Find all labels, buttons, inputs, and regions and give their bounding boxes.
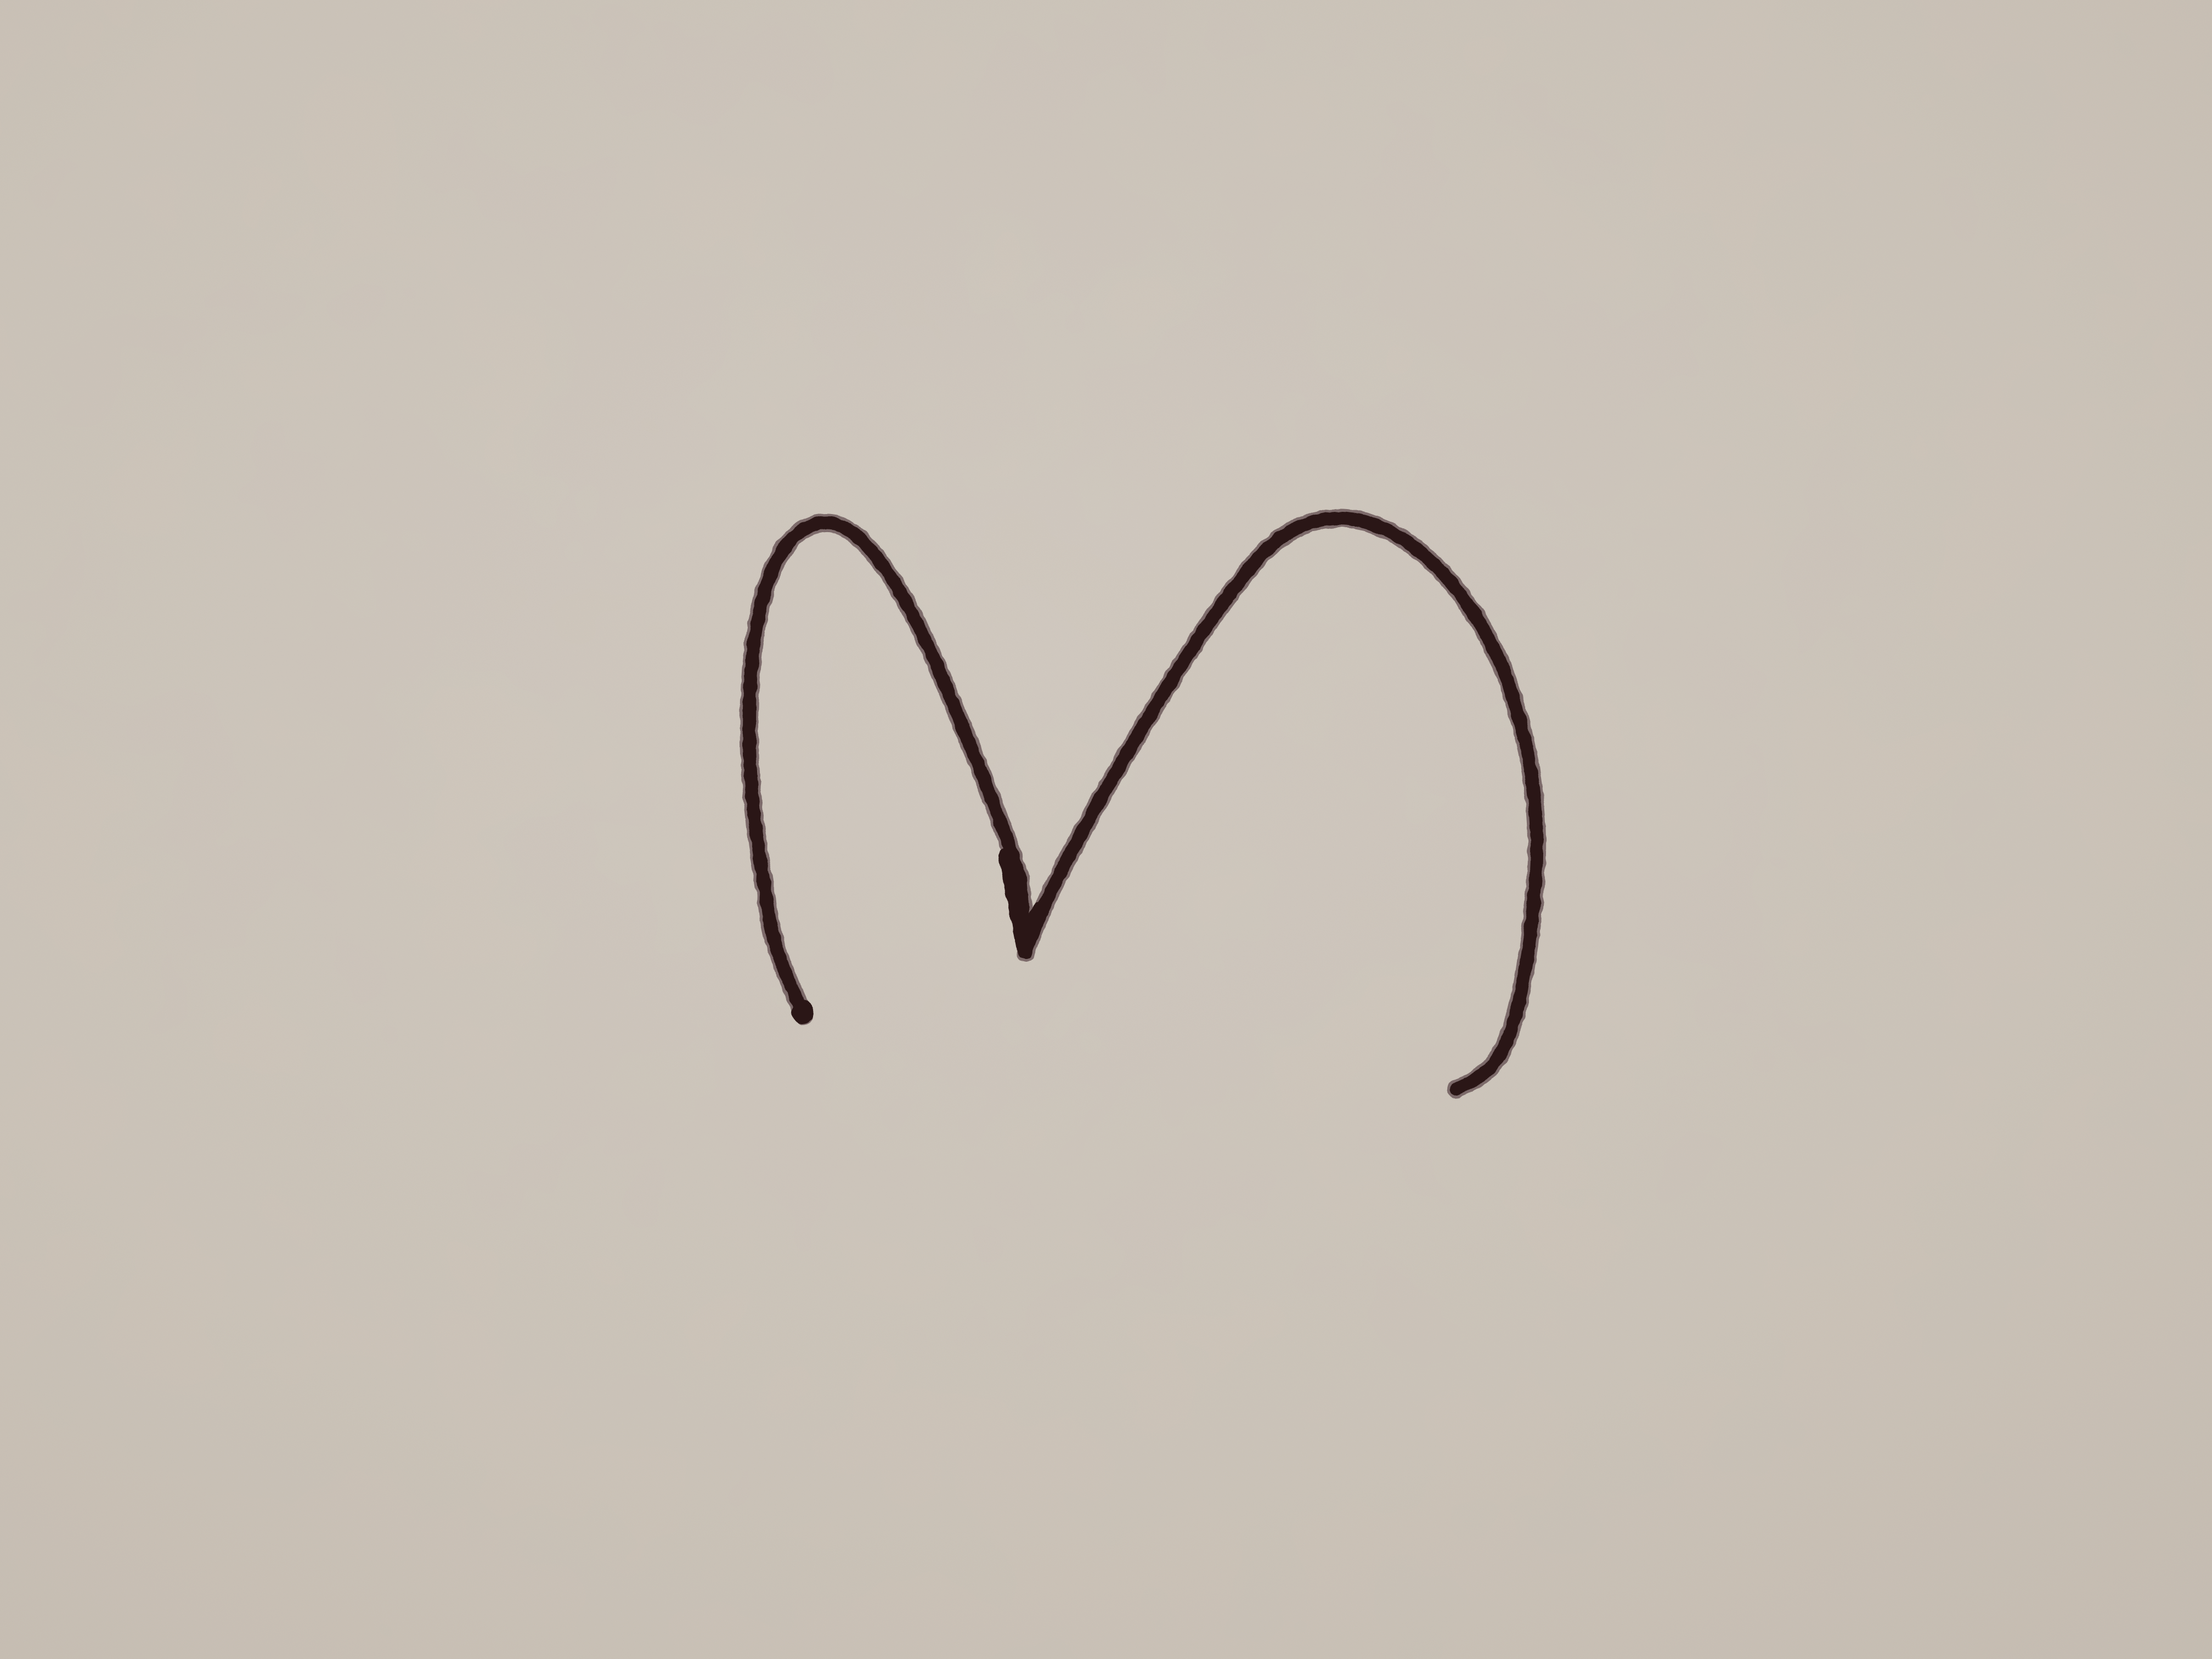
stroke-start-blot <box>792 1000 814 1024</box>
ink-strokes <box>749 518 1537 1089</box>
stroke-edge <box>749 518 1537 1089</box>
stroke-main <box>749 518 1537 1089</box>
